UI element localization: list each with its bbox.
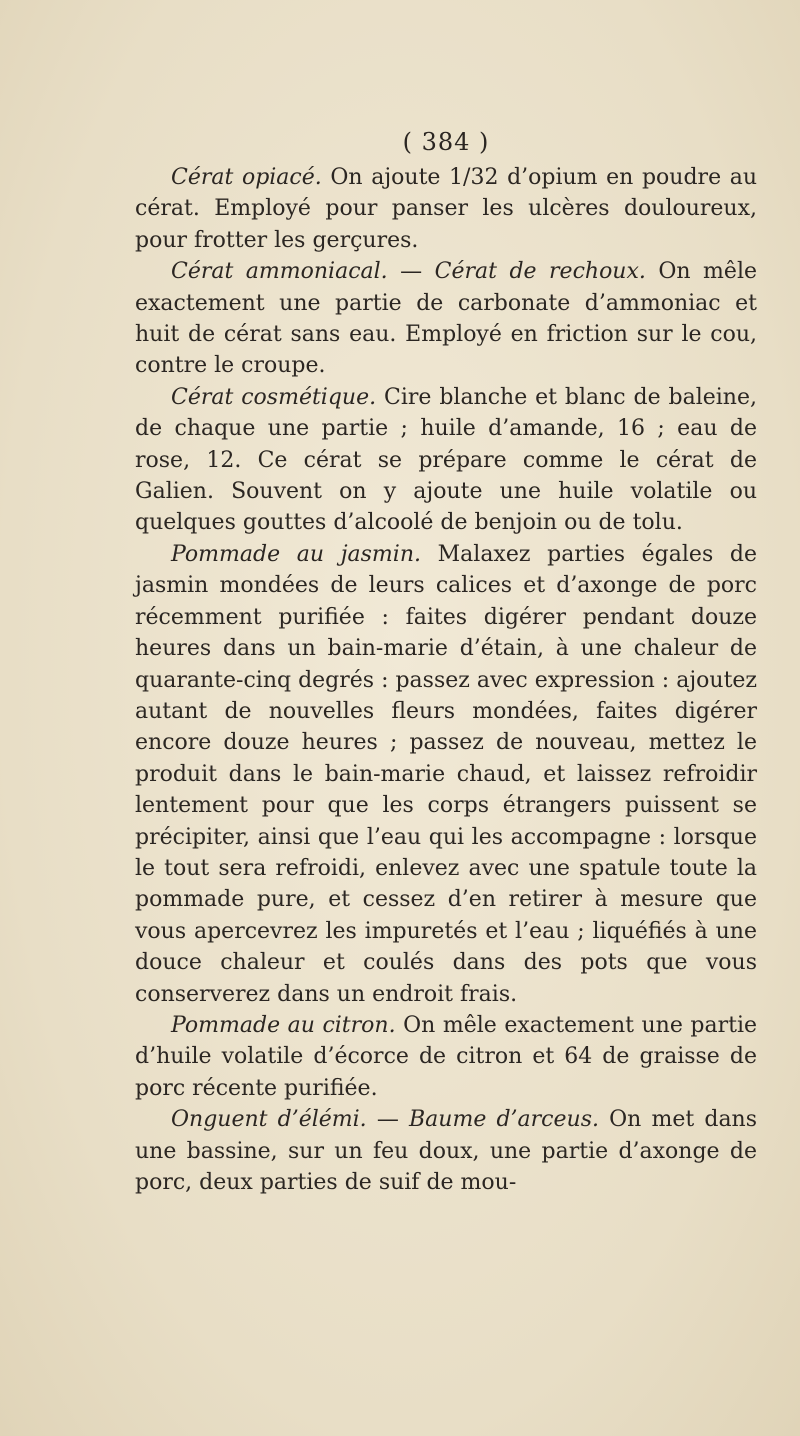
entry-heading: Cérat cosmétique. — [171, 384, 377, 410]
entry-body: Cire blanche et blanc de baleine, de chaque une partie ; huile d’amande, 16 ; eau de rose, 12. Ce cérat se prépare comme le cérat de Galien. Souvent on y ajoute une huile volatile ou quelques gouttes d’alcoolé de benjoin ou de tolu. — [135, 384, 757, 536]
entry-heading: Cérat opiacé. — [171, 165, 322, 190]
entry-body: On mêle exactement une partie d’huile volatile d’écorce de citron et 64 de graisse de porc récente purifiée. — [135, 1012, 757, 1101]
entry-body: Malaxez parties égales de jasmin mondées de leurs calices et d’axonge de porc récemment purifiée : faites digérer pendant douze heures dans un bain-marie d’étain, à une chaleur de quarante-cinq degrés : passez avec expression : ajoutez autant de nouvelles fleurs mondées, faites digérer encore douze heures ; passez de nouveau, mettez le produit dans le bain-marie chaud, et laissez refroidir lentement pour que les corps étrangers puissent se précipiter, ainsi que l’eau qui les accompagne : lorsque le tout sera refroidi, enlevez avec une spatule toute la pommade pure, et cessez d’en retirer à mesure que vous apercevrez les impuretés et l’eau ; liquéfiés à une douce chaleur et coulés dans des pots que vous conserverez dans un endroit frais. — [135, 541, 758, 1007]
entry-cerat-ammoniacal — [135, 256, 757, 382]
entry-heading: Pommade au citron. — [171, 1012, 396, 1038]
entry-separator: — — [400, 259, 423, 285]
entry-heading: Onguent d’élémi. — [171, 1107, 367, 1133]
entry-heading-alt: Cérat de rechoux. — [434, 259, 646, 285]
entry-heading-alt: Baume d’arceus. — [409, 1107, 599, 1133]
entry-separator: — — [376, 1107, 399, 1133]
entry-cerat-opiace — [135, 162, 757, 256]
entry-heading: Cérat ammoniacal. — [171, 259, 388, 285]
entry-cerat-cosmetique — [135, 382, 757, 539]
entry-pommade-jasmin — [135, 539, 757, 1010]
entry-body: On ajoute 1/32 d’opium en poudre au cérat. Employé pour panser les ulcères douloureux, pour frotter les gerçures. — [135, 165, 757, 253]
entry-body: On met dans une bassine, sur un feu doux, une partie d’axonge de porc, deux parties de suif de mou- — [135, 1107, 758, 1195]
page-number: ( 384 ) — [402, 128, 490, 156]
entry-heading: Pommade au jasmin. — [171, 541, 421, 567]
book-page — [135, 126, 757, 1198]
entry-body: On mêle exactement une partie de carbonate d’ammoniac et huit de cérat sans eau. Employé en friction sur le cou, contre le croupe. — [135, 259, 757, 379]
entry-onguent-elemi — [135, 1104, 757, 1198]
entry-pommade-citron — [135, 1010, 757, 1104]
page-body — [135, 162, 757, 1198]
